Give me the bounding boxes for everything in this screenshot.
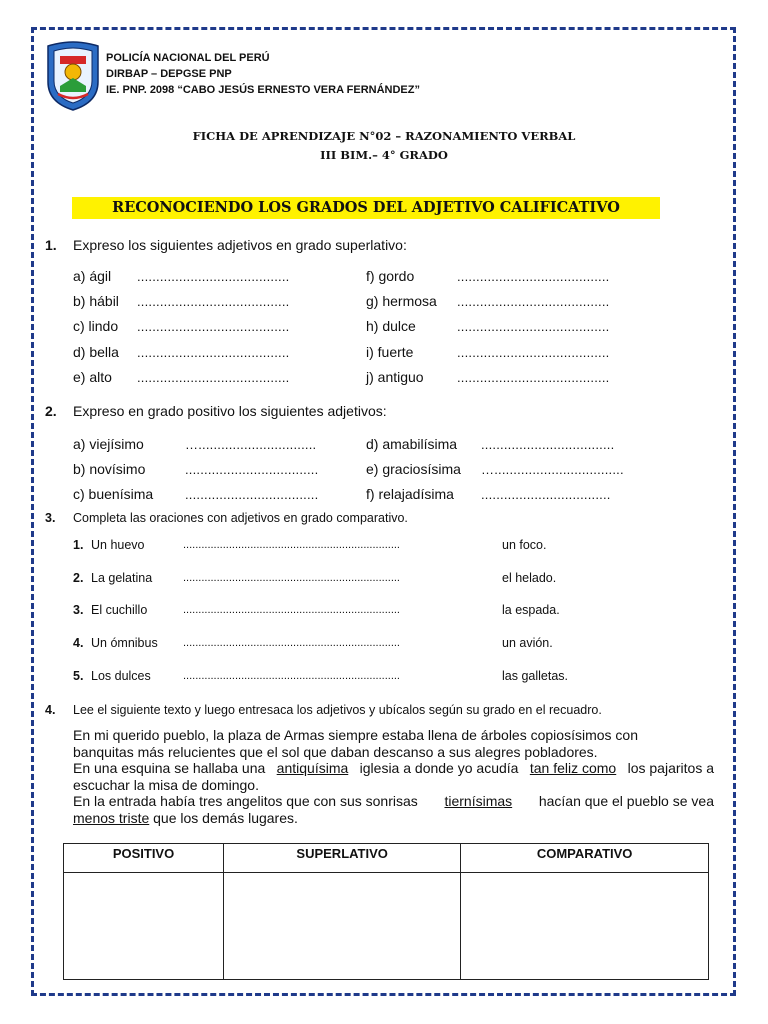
q1-item: a) ágil — [73, 268, 112, 284]
answer-blank[interactable]: ........................................ — [457, 269, 610, 284]
q2-item: c) buenísima — [73, 486, 154, 502]
answer-blank[interactable]: ....................................................................... — [183, 670, 400, 682]
q2-item: e) graciosísima — [366, 461, 461, 477]
q2-item: d) amabilísima — [366, 436, 458, 452]
answer-blank[interactable]: ........................................ — [137, 319, 290, 334]
q2-item: b) novísimo — [73, 461, 146, 477]
question-number: 2. — [45, 403, 57, 419]
sentence-subject: Los dulces — [91, 669, 151, 683]
answer-blank[interactable]: ........................................ — [457, 370, 610, 385]
answer-blank[interactable]: ........................................ — [457, 319, 610, 334]
worksheet-subtitle: III BIM.– 4° GRADO — [320, 148, 448, 162]
answer-blank[interactable]: ....................................................................... — [183, 539, 400, 551]
sentence-subject: El cuchillo — [91, 603, 148, 617]
reading-line — [73, 810, 714, 827]
reading-line — [73, 793, 714, 810]
q2-item: a) viejísimo — [73, 436, 144, 452]
sentence-subject: La gelatina — [91, 571, 153, 585]
header-comparativo: COMPARATIVO — [461, 844, 709, 873]
answer-blank[interactable]: ........................................ — [137, 345, 290, 360]
reading-line: banquitas más relucientes que el sol que daban descanso a sus alegres pobladores. — [73, 743, 598, 760]
grades-table — [63, 843, 709, 980]
q1-item: b) hábil — [73, 293, 119, 309]
text-fragment: hacían que el pueblo se vea — [538, 793, 714, 809]
sentence-ending: las galletas. — [502, 669, 569, 683]
sentence-ending: un avión. — [502, 636, 553, 650]
question-3 — [45, 511, 408, 525]
underlined-adjective: tan feliz como — [529, 760, 617, 776]
text-fragment: iglesia a donde yo acudía — [359, 760, 519, 776]
reading-line — [73, 760, 714, 777]
q1-item: c) lindo — [73, 318, 119, 334]
question-prompt: Expreso los siguientes adjetivos en grado superlativo: — [73, 237, 407, 253]
q2-item: f) relajadísima — [366, 486, 454, 502]
sentence-number: 2. — [73, 571, 84, 585]
institution-block — [106, 50, 420, 98]
sentence-ending: el helado. — [502, 571, 557, 585]
school-seal-icon — [46, 40, 100, 112]
answer-blank[interactable]: ....................................................................... — [183, 604, 400, 616]
text-fragment: los pajaritos a — [627, 760, 714, 776]
q1-item: e) alto — [73, 369, 112, 385]
question-4 — [45, 703, 602, 717]
answer-blank[interactable]: ….................................. — [481, 462, 624, 477]
answer-blank[interactable]: ........................................ — [137, 269, 290, 284]
underlined-adjective: tiernísimas — [444, 793, 513, 809]
sentence-ending: un foco. — [502, 538, 547, 552]
header-positivo: POSITIVO — [64, 844, 224, 873]
text-fragment: En una esquina se hallaba una — [73, 760, 266, 776]
answer-cell-comparativo[interactable] — [461, 873, 709, 980]
answer-blank[interactable]: …............................... — [185, 437, 317, 452]
question-number: 1. — [45, 237, 57, 253]
answer-blank[interactable]: ................................... — [185, 462, 319, 477]
main-title: RECONOCIENDO LOS GRADOS DEL ADJETIVO CALIFICATIVO — [72, 197, 660, 219]
text-fragment: que los demás lugares. — [153, 809, 298, 826]
underlined-adjective: antiquísima — [276, 760, 349, 776]
question-prompt: Completa las oraciones con adjetivos en grado comparativo. — [73, 511, 408, 525]
answer-blank[interactable]: ........................................ — [137, 294, 290, 309]
answer-cell-superlativo[interactable] — [224, 873, 461, 980]
sentence-number: 1. — [73, 538, 84, 552]
reading-text — [73, 727, 714, 826]
answer-blank[interactable]: ................................... — [481, 437, 615, 452]
question-1 — [45, 237, 407, 253]
institution-line: IE. PNP. 2098 “CABO JESÚS ERNESTO VERA FERNÁNDEZ” — [106, 84, 420, 96]
q1-item: h) dulce — [366, 318, 416, 334]
answer-blank[interactable]: ........................................ — [137, 370, 290, 385]
q1-item: g) hermosa — [366, 293, 437, 309]
q1-item: f) gordo — [366, 268, 415, 284]
answer-blank[interactable]: ....................................................................... — [183, 637, 400, 649]
sentence-number: 4. — [73, 636, 84, 650]
question-2 — [45, 403, 387, 419]
answer-blank[interactable]: ........................................ — [457, 345, 610, 360]
header-superlativo: SUPERLATIVO — [224, 844, 461, 873]
question-number: 3. — [45, 511, 56, 525]
sentence-number: 5. — [73, 669, 84, 683]
institution-line: POLICÍA NACIONAL DEL PERÚ — [106, 52, 270, 64]
q1-item: d) bella — [73, 344, 119, 360]
answer-blank[interactable]: ....................................................................... — [183, 572, 400, 584]
reading-line: escuchar la misa de domingo. — [73, 776, 259, 793]
q1-item: j) antiguo — [366, 369, 424, 385]
answer-cell-positivo[interactable] — [64, 873, 224, 980]
sentence-ending: la espada. — [502, 603, 560, 617]
answer-blank[interactable]: .................................. — [481, 487, 611, 502]
sentence-subject: Un ómnibus — [91, 636, 158, 650]
question-prompt: Expreso en grado positivo los siguientes adjetivos: — [73, 403, 387, 419]
sentence-number: 3. — [73, 603, 84, 617]
question-number: 4. — [45, 703, 56, 717]
reading-line: En mi querido pueblo, la plaza de Armas siempre estaba llena de árboles copiosísimos con — [73, 727, 638, 743]
sentence-subject: Un huevo — [91, 538, 145, 552]
institution-line: DIRBAP – DEPGSE PNP — [106, 68, 232, 80]
answer-blank[interactable]: ........................................ — [457, 294, 610, 309]
answer-blank[interactable]: ................................... — [185, 487, 319, 502]
underlined-adjective: menos triste — [73, 809, 150, 826]
question-prompt: Lee el siguiente texto y luego entresaca los adjetivos y ubícalos según su grado en el recuadro. — [73, 703, 602, 717]
worksheet-title: FICHA DE APRENDIZAJE N°02 – RAZONAMIENTO VERBAL — [192, 129, 576, 143]
text-fragment: En la entrada había tres angelitos que con sus sonrisas — [73, 793, 418, 809]
q1-item: i) fuerte — [366, 344, 414, 360]
